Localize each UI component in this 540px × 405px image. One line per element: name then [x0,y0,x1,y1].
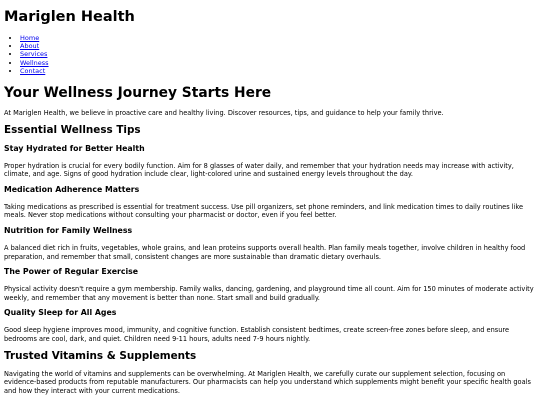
main-nav [4,34,536,75]
tip-body: Physical activity doesn't require a gym membership. Family walks, dancing, gardening, and playground time all count. Aim for 150 minutes of moderate activity weekly, and remember that any movement is better than none. Start small and build gradually. [4,285,534,302]
nav-item-contact [20,67,536,75]
tip-sleep [4,308,536,343]
site-title: Mariglen Health [4,9,135,25]
tip-body: Good sleep hygiene improves mood, immunity, and cognitive function. Establish consistent bedtimes, create screen-free zones before sleep, and ensure bedrooms are cool, dark, and quiet. Children need 9-11 hours, adults need 7-9 hours nightly. [4,326,510,343]
tip-title: Stay Hydrated for Better Health [4,143,145,153]
tip-nutrition [4,226,536,261]
nav-item-services [20,50,536,58]
tip-body: Proper hydration is crucial for every bodily function. Aim for 8 glasses of water daily, and remember that your hydration needs may increase with activity, climate, and age. Signs of good hydration include clear, light-colored urine and sustained energy levels throughout the day. [4,161,514,179]
tip-hydration [4,144,536,179]
nav-link-about[interactable]: About [20,42,40,51]
vitamins-body: Navigating the world of vitamins and supplements can be overwhelming. At Mariglen Health, we carefully curate our supplement selection, focusing on evidence-based products from reputable manufacturers. Our pharmacists can help you understand which supplements might benefit your specific health goals and how they interact with your current medications. [4,369,531,395]
tip-medication [4,185,536,220]
tip-body: A balanced diet rich in fruits, vegetables, whole grains, and lean proteins supports overall health. Plan family meals together, involve children in healthy food preparation, and remember that small, consistent changes are more sustainable than dramatic dietary overhauls. [4,243,526,261]
nav-link-wellness[interactable]: Wellness [20,58,49,67]
nav-item-about [20,42,536,50]
nav-link-services[interactable]: Services [20,50,48,59]
hero-title: Your Wellness Journey Starts Here [4,85,272,102]
tip-title: The Power of Regular Exercise [4,267,139,277]
tip-title: Quality Sleep for All Ages [4,308,117,318]
tip-body: Taking medications as prescribed is essential for treatment success. Use pill organizers, set phone reminders, and link medication times to daily routines like meals. Never stop medications without consulting your pharmacist or doctor, even if you feel better. [4,202,524,220]
nav-link-contact[interactable]: Contact [20,66,46,75]
hero-intro: At Mariglen Health, we believe in proactive care and healthy living. Discover resources, tips, and guidance to help your family thrive. [4,109,444,118]
tip-title: Nutrition for Family Wellness [4,225,133,235]
tips-section-title: Essential Wellness Tips [4,123,141,136]
tip-title: Medication Adherence Matters [4,184,140,194]
nav-item-home [20,34,536,42]
vitamins-section-title: Trusted Vitamins & Supplements [4,349,197,362]
tip-exercise [4,267,536,302]
nav-item-wellness [20,59,536,67]
nav-link-home[interactable]: Home [20,34,40,42]
